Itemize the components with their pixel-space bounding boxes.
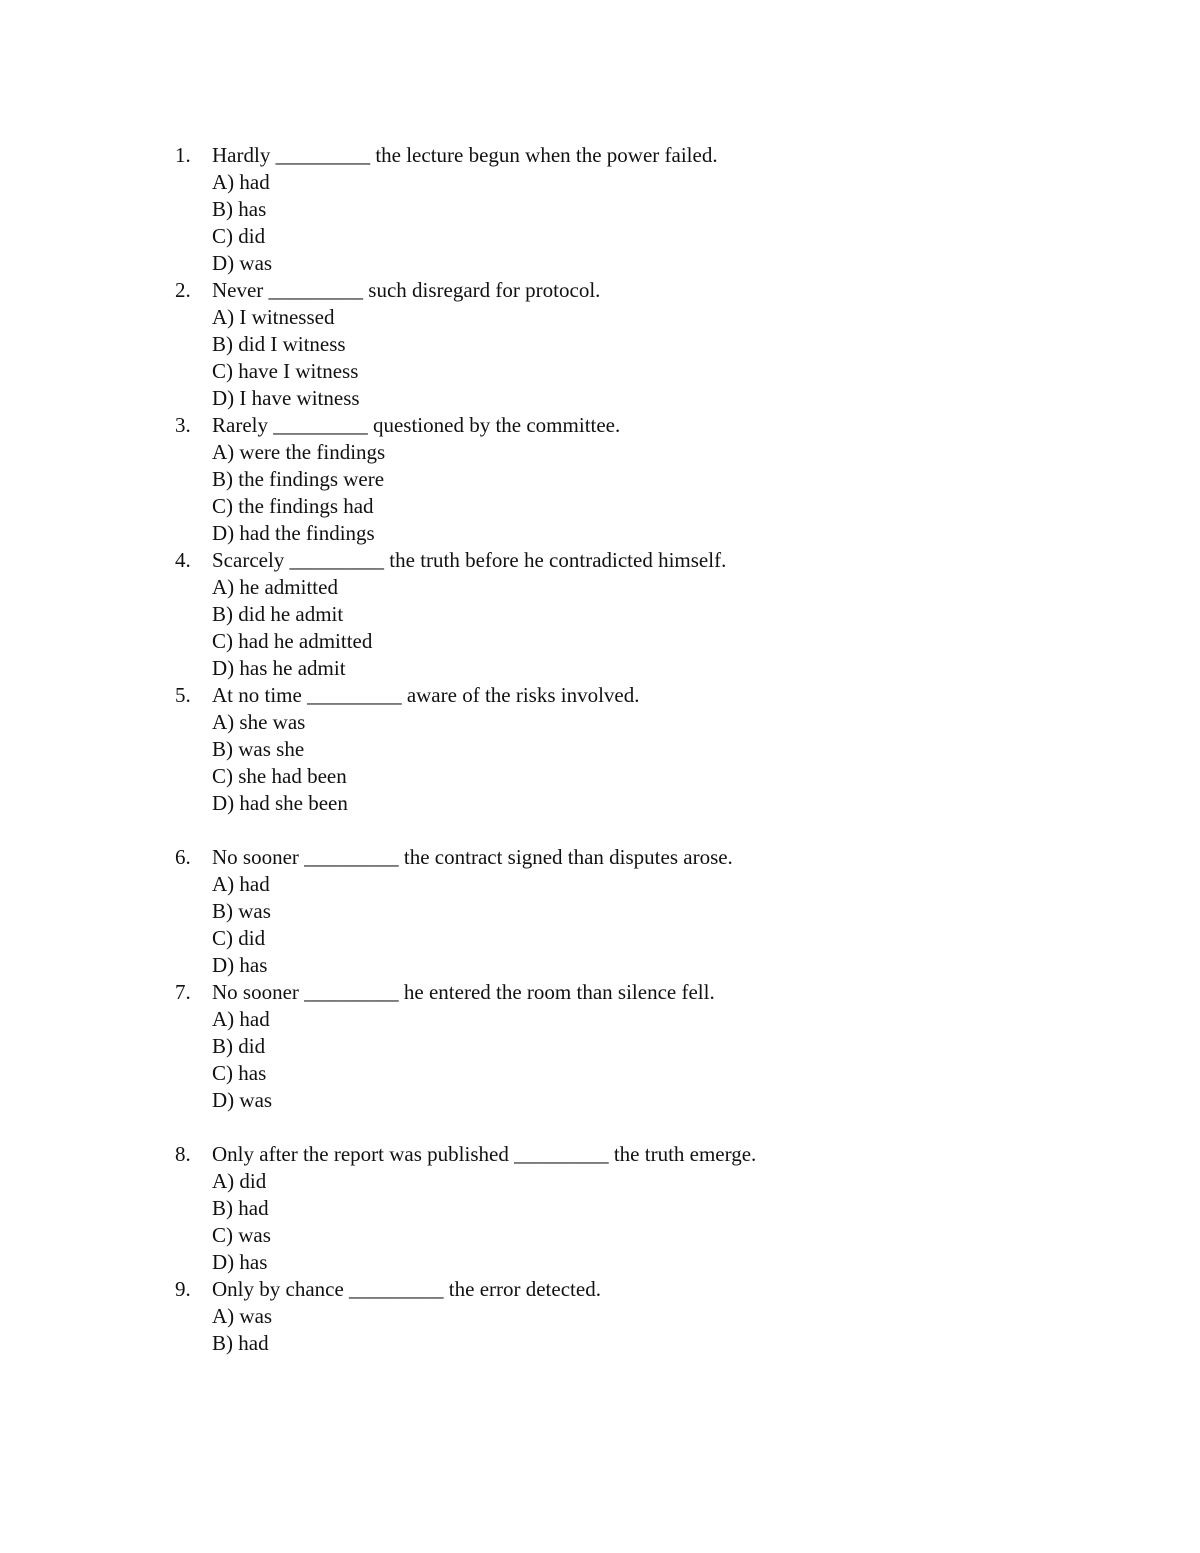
option-list — [175, 1168, 1075, 1276]
question-number: 7. — [175, 980, 191, 1004]
question-item — [175, 1141, 1075, 1276]
option-b: B) had — [212, 1196, 269, 1220]
option-c: C) has — [212, 1061, 267, 1085]
option-b: B) has — [212, 197, 267, 221]
option-b: B) did — [212, 1034, 266, 1058]
question-text: Rarely _________ questioned by the committee. — [212, 413, 621, 437]
option-d: D) had she been — [212, 791, 348, 815]
option-a: A) had — [212, 1007, 270, 1031]
option-a: A) she was — [212, 710, 306, 734]
question-number: 9. — [175, 1277, 191, 1301]
question-number: 1. — [175, 143, 191, 167]
option-d: D) has — [212, 1250, 268, 1274]
option-c: C) she had been — [212, 764, 347, 788]
question-item — [175, 844, 1075, 979]
option-c: C) did — [212, 224, 266, 248]
option-b: B) had — [212, 1331, 269, 1355]
option-d: D) I have witness — [212, 386, 360, 410]
option-list — [175, 304, 1075, 412]
option-b: B) was she — [212, 737, 305, 761]
option-c: C) the findings had — [212, 494, 374, 518]
option-b: B) did he admit — [212, 602, 344, 626]
question-stem — [175, 979, 1075, 1006]
option-list — [175, 1303, 1075, 1357]
option-b: B) the findings were — [212, 467, 385, 491]
question-text: Never _________ such disregard for protocol. — [212, 278, 601, 302]
question-number: 3. — [175, 413, 191, 437]
option-a: A) was — [212, 1304, 273, 1328]
option-list — [175, 1006, 1075, 1114]
question-item — [175, 142, 1075, 277]
question-text: No sooner _________ the contract signed than disputes arose. — [212, 845, 733, 869]
question-item — [175, 277, 1075, 412]
question-text: Only by chance _________ the error detected. — [212, 1277, 601, 1301]
option-a: A) he admitted — [212, 575, 338, 599]
question-stem — [175, 277, 1075, 304]
option-list — [175, 871, 1075, 979]
option-list — [175, 169, 1075, 277]
option-list — [175, 709, 1075, 817]
option-list — [175, 574, 1075, 682]
question-text: No sooner _________ he entered the room than silence fell. — [212, 980, 715, 1004]
question-stem — [175, 1276, 1075, 1303]
question-stem — [175, 142, 1075, 169]
option-a: A) had — [212, 170, 270, 194]
question-number: 5. — [175, 683, 191, 707]
question-stem — [175, 1141, 1075, 1168]
option-a: A) I witnessed — [212, 305, 335, 329]
option-c: C) was — [212, 1223, 271, 1247]
question-number: 4. — [175, 548, 191, 572]
question-item — [175, 1276, 1075, 1357]
question-list — [175, 142, 1075, 1357]
question-text: Scarcely _________ the truth before he contradicted himself. — [212, 548, 727, 572]
option-b: B) did I witness — [212, 332, 346, 356]
option-a: A) did — [212, 1169, 267, 1193]
question-item — [175, 682, 1075, 817]
option-b: B) was — [212, 899, 271, 923]
option-list — [175, 439, 1075, 547]
question-number: 2. — [175, 278, 191, 302]
question-item — [175, 547, 1075, 682]
question-stem — [175, 412, 1075, 439]
question-stem — [175, 682, 1075, 709]
question-item — [175, 979, 1075, 1114]
option-d: D) had the findings — [212, 521, 375, 545]
option-d: D) was — [212, 1088, 273, 1112]
question-text: Hardly _________ the lecture begun when the power failed. — [212, 143, 718, 167]
option-c: C) did — [212, 926, 266, 950]
question-item — [175, 412, 1075, 547]
question-stem — [175, 844, 1075, 871]
option-a: A) were the findings — [212, 440, 386, 464]
option-d: D) has — [212, 953, 268, 977]
option-d: D) was — [212, 251, 273, 275]
question-text: At no time _________ aware of the risks involved. — [212, 683, 640, 707]
question-text: Only after the report was published _________ the truth emerge. — [212, 1142, 757, 1166]
option-d: D) has he admit — [212, 656, 346, 680]
question-number: 6. — [175, 845, 191, 869]
question-stem — [175, 547, 1075, 574]
question-number: 8. — [175, 1142, 191, 1166]
option-c: C) have I witness — [212, 359, 359, 383]
option-c: C) had he admitted — [212, 629, 373, 653]
option-a: A) had — [212, 872, 270, 896]
